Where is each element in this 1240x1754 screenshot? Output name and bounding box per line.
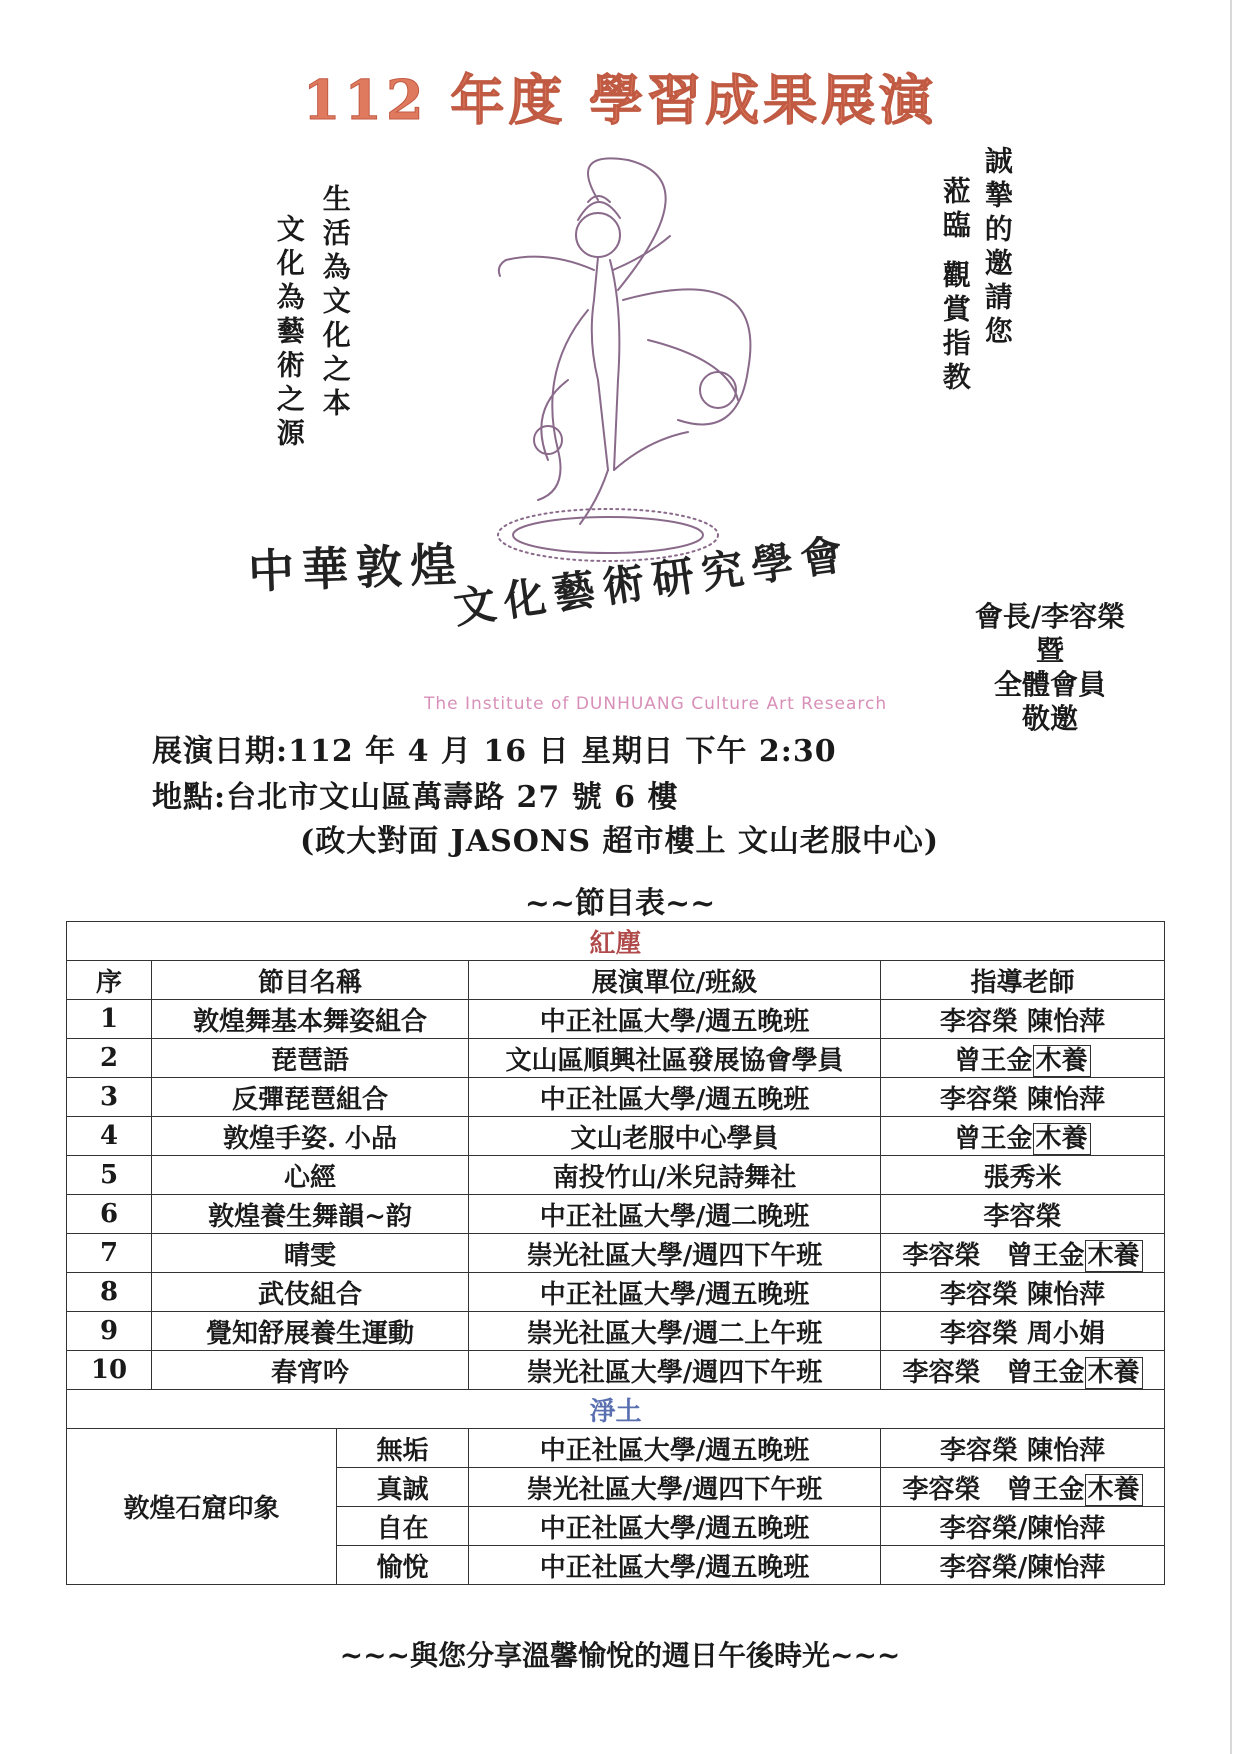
teacher-cell [881, 1117, 1165, 1156]
table-cell: 覺知舒展養生運動 [152, 1312, 469, 1351]
table-cell: 反彈琵琶組合 [152, 1078, 469, 1117]
welcome-line-1: 誠摯的邀請您 [980, 146, 1014, 350]
section-row [67, 1390, 1165, 1429]
header-cell: 展演單位/班級 [469, 961, 881, 1000]
teacher-name: 曾王金 [954, 1045, 1033, 1076]
invitation-line: 暨 [1035, 634, 1064, 668]
table-cell: 4 [67, 1117, 152, 1156]
header-cell: 序 [67, 961, 152, 1000]
teacher-name: 張秀米 [983, 1162, 1062, 1193]
teacher-name: 李容榮 [983, 1201, 1062, 1232]
dancer-illustration-icon [448, 140, 848, 580]
table-row [67, 1000, 1165, 1039]
table-cell: 10 [67, 1351, 152, 1390]
invitation-line: 全體會員 [993, 668, 1106, 702]
table-cell: 崇光社區大學/週四下午班 [469, 1234, 881, 1273]
table-cell: 7 [67, 1234, 152, 1273]
table-cell: 敦煌舞基本舞姿組合 [152, 1000, 469, 1039]
teacher-name-boxed: 木養 [1085, 1240, 1143, 1272]
closing-message: ~~~與您分享溫馨愉悅的週日午後時光~~~ [339, 1639, 901, 1672]
table-row [67, 1351, 1165, 1390]
teacher-name-boxed: 木養 [1085, 1357, 1143, 1389]
teacher-name: 李容榮/陳怡萍 [939, 1552, 1106, 1583]
table-cell: 8 [67, 1273, 152, 1312]
event-place: 地點:台北市文山區萬壽路 27 號 6 樓 [152, 780, 679, 815]
invitation-block [950, 600, 1150, 737]
table-cell: 敦煌養生舞韻~韵 [152, 1195, 469, 1234]
table-cell: 無垢 [337, 1429, 469, 1468]
teacher-name: 李容榮 曾王金 [902, 1474, 1085, 1505]
teacher-cell [881, 1507, 1165, 1546]
teacher-name: 李容榮/陳怡萍 [939, 1513, 1106, 1544]
table-row [67, 1429, 1165, 1468]
table-cell: 中正社區大學/週五晚班 [469, 1273, 881, 1312]
program-title: ~~節目表~~ [524, 886, 716, 921]
header-cell: 節目名稱 [152, 961, 469, 1000]
table-cell: 9 [67, 1312, 152, 1351]
table-cell: 中正社區大學/週五晚班 [469, 1546, 881, 1585]
table-cell: 武伎組合 [152, 1273, 469, 1312]
event-place-note: (政大對面 JASONS 超市樓上 文山老服中心) [300, 824, 940, 859]
section-title-red: 紅塵 [67, 922, 1165, 961]
teacher-cell [881, 1429, 1165, 1468]
org-name-english: The Institute of DUNHUANG Culture Art Research [424, 694, 888, 714]
teacher-cell [881, 1312, 1165, 1351]
header-cell: 指導老師 [881, 961, 1165, 1000]
table-cell: 南投竹山/米兒詩舞社 [469, 1156, 881, 1195]
teacher-cell [881, 1351, 1165, 1390]
header-row [67, 961, 1165, 1000]
teacher-name: 李容榮 陳怡萍 [939, 1279, 1106, 1310]
table-cell: 3 [67, 1078, 152, 1117]
table-cell: 中正社區大學/週五晚班 [469, 1429, 881, 1468]
section-title-blue: 淨土 [67, 1390, 1165, 1429]
table-row [67, 1312, 1165, 1351]
table-row [67, 1156, 1165, 1195]
teacher-cell [881, 1039, 1165, 1078]
teacher-name-boxed: 木養 [1033, 1045, 1091, 1077]
table-cell: 崇光社區大學/週二上午班 [469, 1312, 881, 1351]
teacher-cell [881, 1195, 1165, 1234]
teacher-cell [881, 1234, 1165, 1273]
teacher-cell [881, 1273, 1165, 1312]
program-table [66, 921, 1165, 1585]
table-cell: 6 [67, 1195, 152, 1234]
table-row [67, 1195, 1165, 1234]
motto-line-2: 文化為藝術之源 [272, 214, 306, 452]
teacher-name: 李容榮 曾王金 [902, 1240, 1085, 1271]
welcome-line-2: 蒞臨 觀賞指教 [938, 176, 972, 396]
org-name-line-2: 文化藝術研究學會 [450, 528, 854, 634]
teacher-name: 李容榮 陳怡萍 [939, 1435, 1106, 1466]
teacher-name-boxed: 木養 [1085, 1474, 1143, 1506]
table-cell: 真誠 [337, 1468, 469, 1507]
table-cell: 5 [67, 1156, 152, 1195]
table-cell: 心經 [152, 1156, 469, 1195]
table-cell: 中正社區大學/週五晚班 [469, 1000, 881, 1039]
invitation-line: 敬邀 [1021, 702, 1078, 736]
page-edge [1230, 0, 1232, 1754]
org-name-line-1: 中華敦煌 [247, 537, 465, 599]
table-cell: 敦煌手姿. 小品 [152, 1117, 469, 1156]
table-cell: 自在 [337, 1507, 469, 1546]
group-name-cell: 敦煌石窟印象 [67, 1429, 337, 1585]
table-cell: 文山區順興社區發展協會學員 [469, 1039, 881, 1078]
table-row [67, 1078, 1165, 1117]
teacher-name: 李容榮 周小娟 [939, 1318, 1106, 1349]
table-row [67, 1039, 1165, 1078]
table-cell: 1 [67, 1000, 152, 1039]
table-cell: 崇光社區大學/週四下午班 [469, 1351, 881, 1390]
table-row [67, 1234, 1165, 1273]
teacher-cell [881, 1546, 1165, 1585]
table-row [67, 1273, 1165, 1312]
teacher-name: 李容榮 陳怡萍 [939, 1006, 1106, 1037]
teacher-cell [881, 1078, 1165, 1117]
table-cell: 愉悅 [337, 1546, 469, 1585]
table-cell: 中正社區大學/週五晚班 [469, 1507, 881, 1546]
teacher-name: 曾王金 [954, 1123, 1033, 1154]
motto-line-1: 生活為文化之本 [318, 184, 352, 422]
table-cell: 2 [67, 1039, 152, 1078]
teacher-cell [881, 1000, 1165, 1039]
table-cell: 中正社區大學/週二晚班 [469, 1195, 881, 1234]
teacher-cell [881, 1468, 1165, 1507]
invitation-line: 會長/李容榮 [974, 600, 1126, 633]
table-cell: 春宵吟 [152, 1351, 469, 1390]
table-row [67, 1117, 1165, 1156]
section-row [67, 922, 1165, 961]
event-date: 展演日期:112 年 4 月 16 日 星期日 下午 2:30 [152, 734, 837, 769]
table-cell: 中正社區大學/週五晚班 [469, 1078, 881, 1117]
teacher-name: 李容榮 曾王金 [902, 1357, 1085, 1388]
table-cell: 琵琶語 [152, 1039, 469, 1078]
teacher-name: 李容榮 陳怡萍 [939, 1084, 1106, 1115]
table-cell: 文山老服中心學員 [469, 1117, 881, 1156]
page-title: 112 年度 學習成果展演 [302, 68, 938, 132]
teacher-cell [881, 1156, 1165, 1195]
teacher-name-boxed: 木養 [1033, 1123, 1091, 1155]
table-cell: 晴雯 [152, 1234, 469, 1273]
table-cell: 崇光社區大學/週四下午班 [469, 1468, 881, 1507]
